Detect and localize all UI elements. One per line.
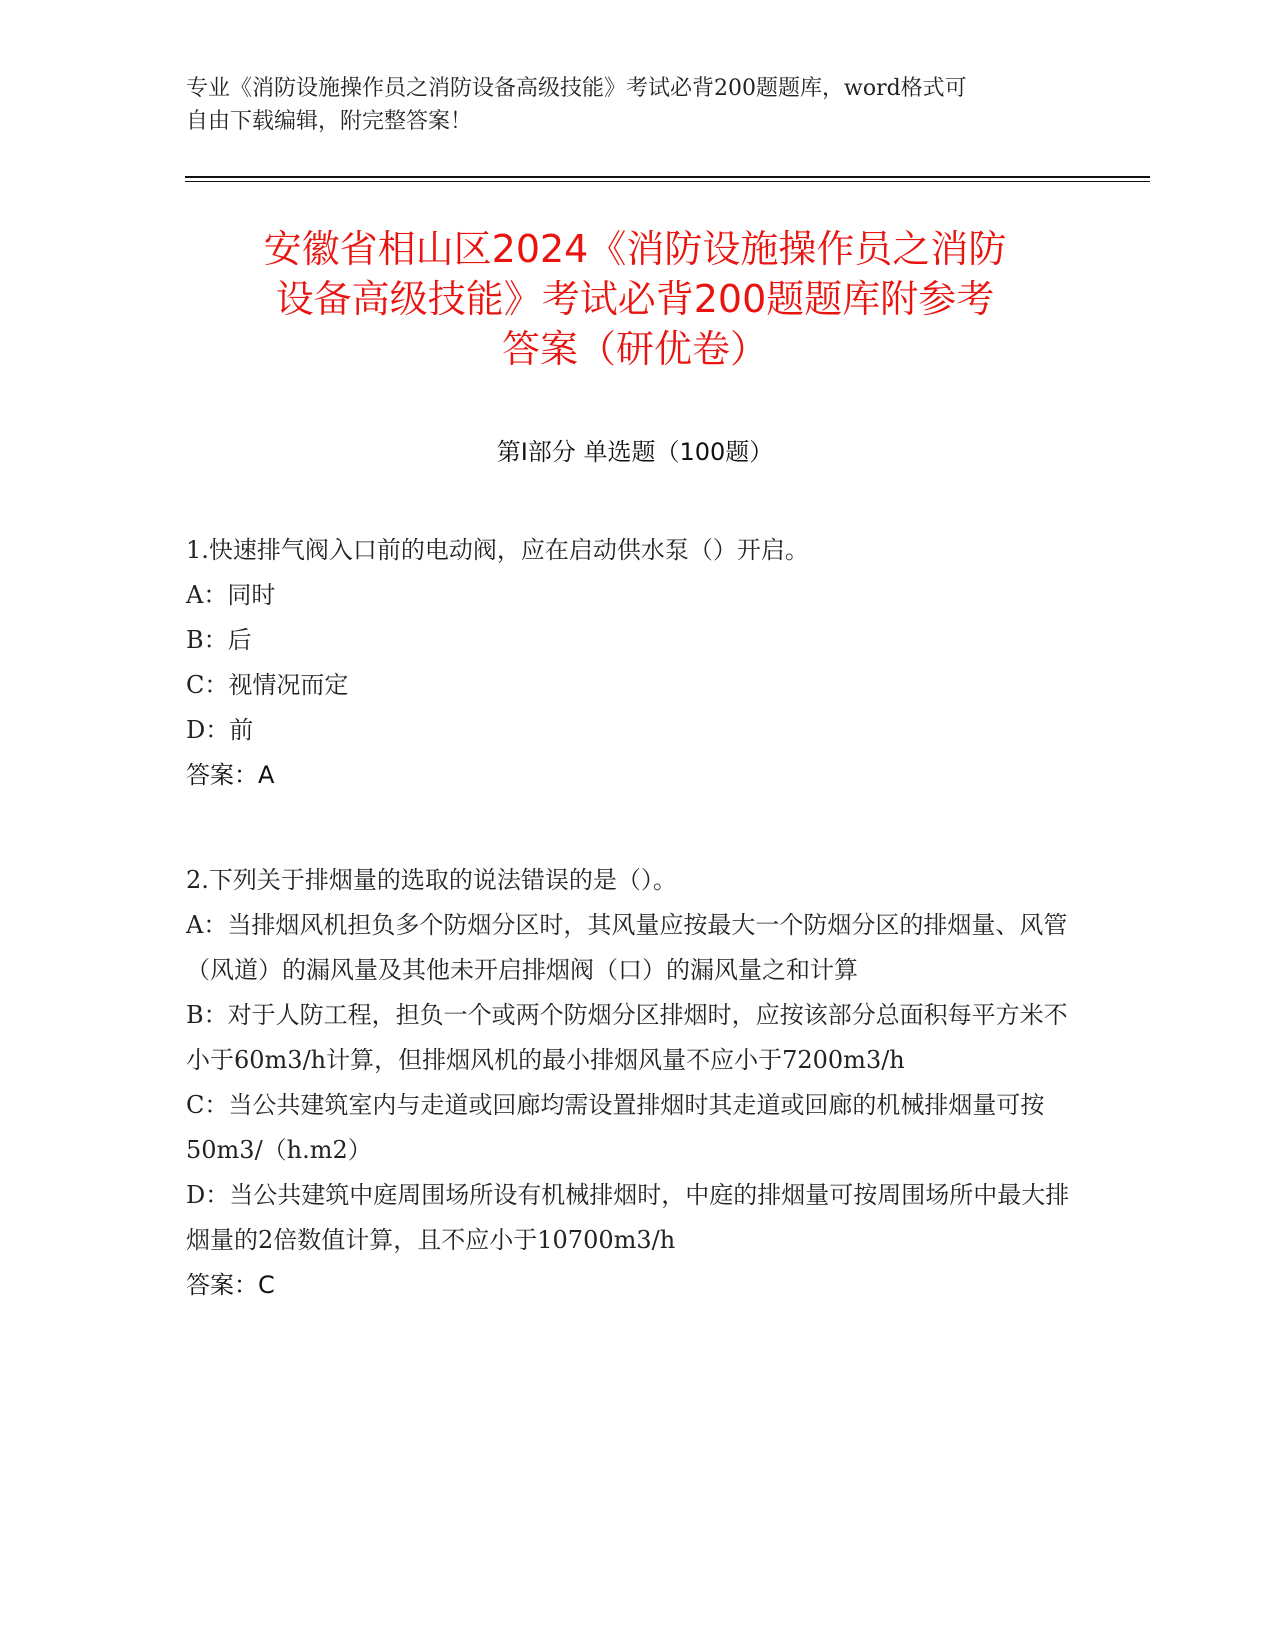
answer: 答案：A	[186, 761, 275, 789]
section-heading: 第I部分 单选题（100题）	[496, 438, 774, 466]
option-c: C：当公共建筑室内与走道或回廊均需设置排烟时其走道或回廊的机械排烟量可按50m3/（h.m2）	[186, 1091, 1045, 1164]
question-stem: 2.下列关于排烟量的选取的说法错误的是（）。	[186, 866, 677, 894]
question-list	[186, 528, 1076, 1368]
option-a: A：当排烟风机担负多个防烟分区时，其风量应按最大一个防烟分区的排烟量、风管（风道）的漏风量及其他未开启排烟阀（口）的漏风量之和计算	[186, 911, 1068, 984]
document-title	[185, 224, 1085, 374]
option-b: B：后	[186, 626, 252, 654]
option-d: D：前	[186, 716, 254, 744]
document-title-line-3: 答案（研优卷）	[501, 327, 768, 371]
question-2	[186, 858, 1076, 1308]
option-d: D：当公共建筑中庭周围场所设有机械排烟时，中庭的排烟量可按周围场所中最大排烟量的2倍数值计算，且不应小于10700m3/h	[186, 1181, 1070, 1254]
question-1	[186, 528, 1076, 798]
header-note-line-1: 专业《消防设施操作员之消防设备高级技能》考试必背200题题库，word格式可	[186, 76, 967, 101]
question-stem: 1.快速排气阀入口前的电动阀，应在启动供水泵（）开启。	[186, 536, 809, 564]
option-b: B：对于人防工程，担负一个或两个防烟分区排烟时，应按该部分总面积每平方米不小于60m3/h计算，但排烟风机的最小排烟风量不应小于7200m3/h	[186, 1001, 1068, 1074]
option-a: A：同时	[186, 581, 276, 609]
answer: 答案：C	[186, 1271, 275, 1299]
document-title-line-2: 设备高级技能》考试必背200题题库附参考	[275, 277, 995, 321]
header-divider-thin	[185, 181, 1150, 182]
header-note-line-2: 自由下载编辑，附完整答案！	[186, 109, 473, 134]
document-title-line-1: 安徽省相山区2024《消防设施操作员之消防	[263, 227, 1007, 271]
option-c: C：视情况而定	[186, 671, 349, 699]
header-note	[186, 72, 1066, 138]
header-divider-thick	[185, 176, 1150, 178]
